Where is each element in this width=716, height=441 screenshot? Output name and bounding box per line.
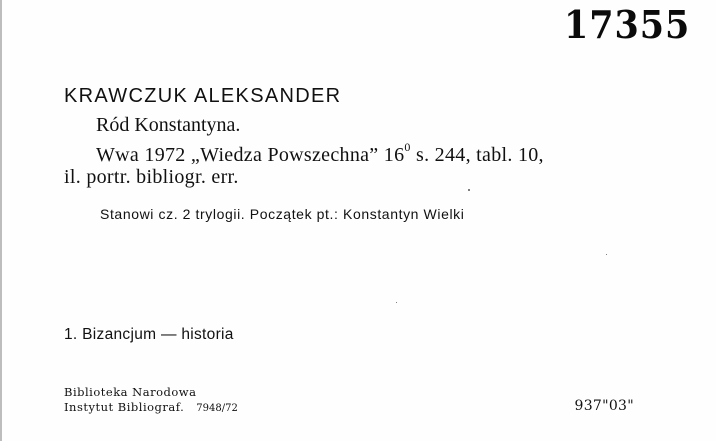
- subject-heading: 1. Bizancjum — historia: [64, 326, 234, 343]
- imprint-format-superscript: 0: [404, 140, 411, 155]
- udc-classification: 937"03": [574, 398, 634, 414]
- catalog-number: 17355: [563, 2, 690, 47]
- imprint-line: [96, 140, 544, 166]
- library-name: Biblioteka Narodowa: [64, 385, 197, 399]
- series-note: Stanowi cz. 2 trylogii. Początek pt.: Konstantyn Wielki: [100, 206, 465, 222]
- book-title: Ród Konstantyna.: [96, 114, 241, 136]
- card-edge: [0, 0, 2, 441]
- imprint-end: s. 244, tabl. 10,: [410, 144, 544, 166]
- physical-description: il. portr. bibliogr. err.: [64, 166, 239, 188]
- imprint-main: Wwa 1972 „Wiedza Powszechna” 16: [96, 144, 405, 166]
- scan-speck: [396, 302, 397, 303]
- institute-line: [64, 402, 238, 414]
- print-code: 7948/72: [196, 403, 238, 414]
- institute-name: Instytut Bibliograf.: [64, 400, 185, 414]
- author-heading: KRAWCZUK ALEKSANDER: [64, 85, 342, 107]
- scan-speck: [606, 254, 607, 255]
- scan-speck: [468, 189, 470, 191]
